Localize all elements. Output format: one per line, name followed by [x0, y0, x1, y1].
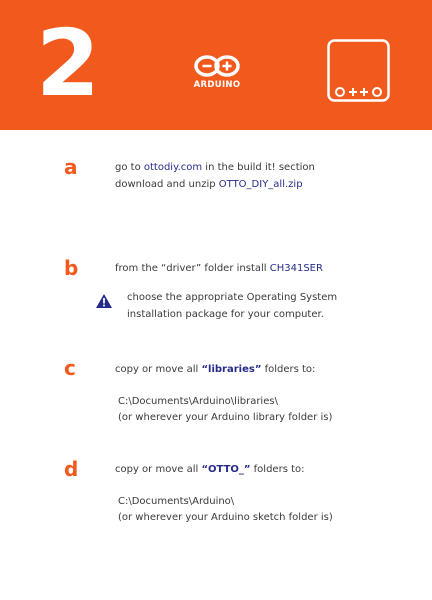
libraries-folder-label: “libraries” — [201, 364, 262, 375]
step-a-line-2 — [115, 179, 303, 190]
step-letter-c: c — [64, 356, 76, 380]
step-letter-a: a — [64, 155, 78, 179]
step-b-text: from the “driver” folder install — [115, 263, 270, 274]
step-a-text-2: download and unzip — [115, 179, 219, 190]
header-banner — [0, 0, 432, 130]
step-c-text-suffix: folders to: — [261, 364, 316, 375]
step-c-path: C:\Documents\Arduino\libraries\ — [118, 396, 278, 407]
step-letter-b: b — [64, 256, 79, 280]
ottodiy-link[interactable]: ottodiy.com — [143, 162, 203, 173]
step-a-text-suffix: in the build it! section — [202, 162, 315, 173]
step-b-line-1 — [115, 263, 323, 274]
step-a-line-1 — [115, 162, 315, 173]
step-letter-d: d — [64, 457, 79, 481]
step-c-text: copy or move all — [115, 364, 202, 375]
step-c-path-note: (or wherever your Arduino library folder is) — [118, 412, 333, 423]
step-d-path-note: (or wherever your Arduino sketch folder is) — [118, 512, 333, 523]
arduino-label: ARDUINO — [193, 80, 241, 90]
step-number: 2 — [36, 10, 99, 117]
step-d-text: copy or move all — [115, 464, 202, 475]
zip-file-link[interactable]: OTTO_DIY_all.zip — [218, 179, 303, 190]
step-d-path: C:\Documents\Arduino\ — [118, 496, 235, 507]
otto-folder-label: “OTTO_” — [201, 464, 251, 475]
step-a-text: go to — [115, 162, 144, 173]
driver-link[interactable]: CH341SER — [269, 263, 323, 274]
step-b-note-line-2: installation package for your computer. — [127, 309, 324, 320]
warning-icon — [95, 293, 113, 309]
step-d-text-suffix: folders to: — [250, 464, 305, 475]
otto-logo-icon — [327, 39, 390, 102]
step-d-line-1 — [115, 464, 305, 475]
step-c-line-1 — [115, 364, 315, 375]
step-b-note-line-1: choose the appropriate Operating System — [127, 292, 338, 303]
